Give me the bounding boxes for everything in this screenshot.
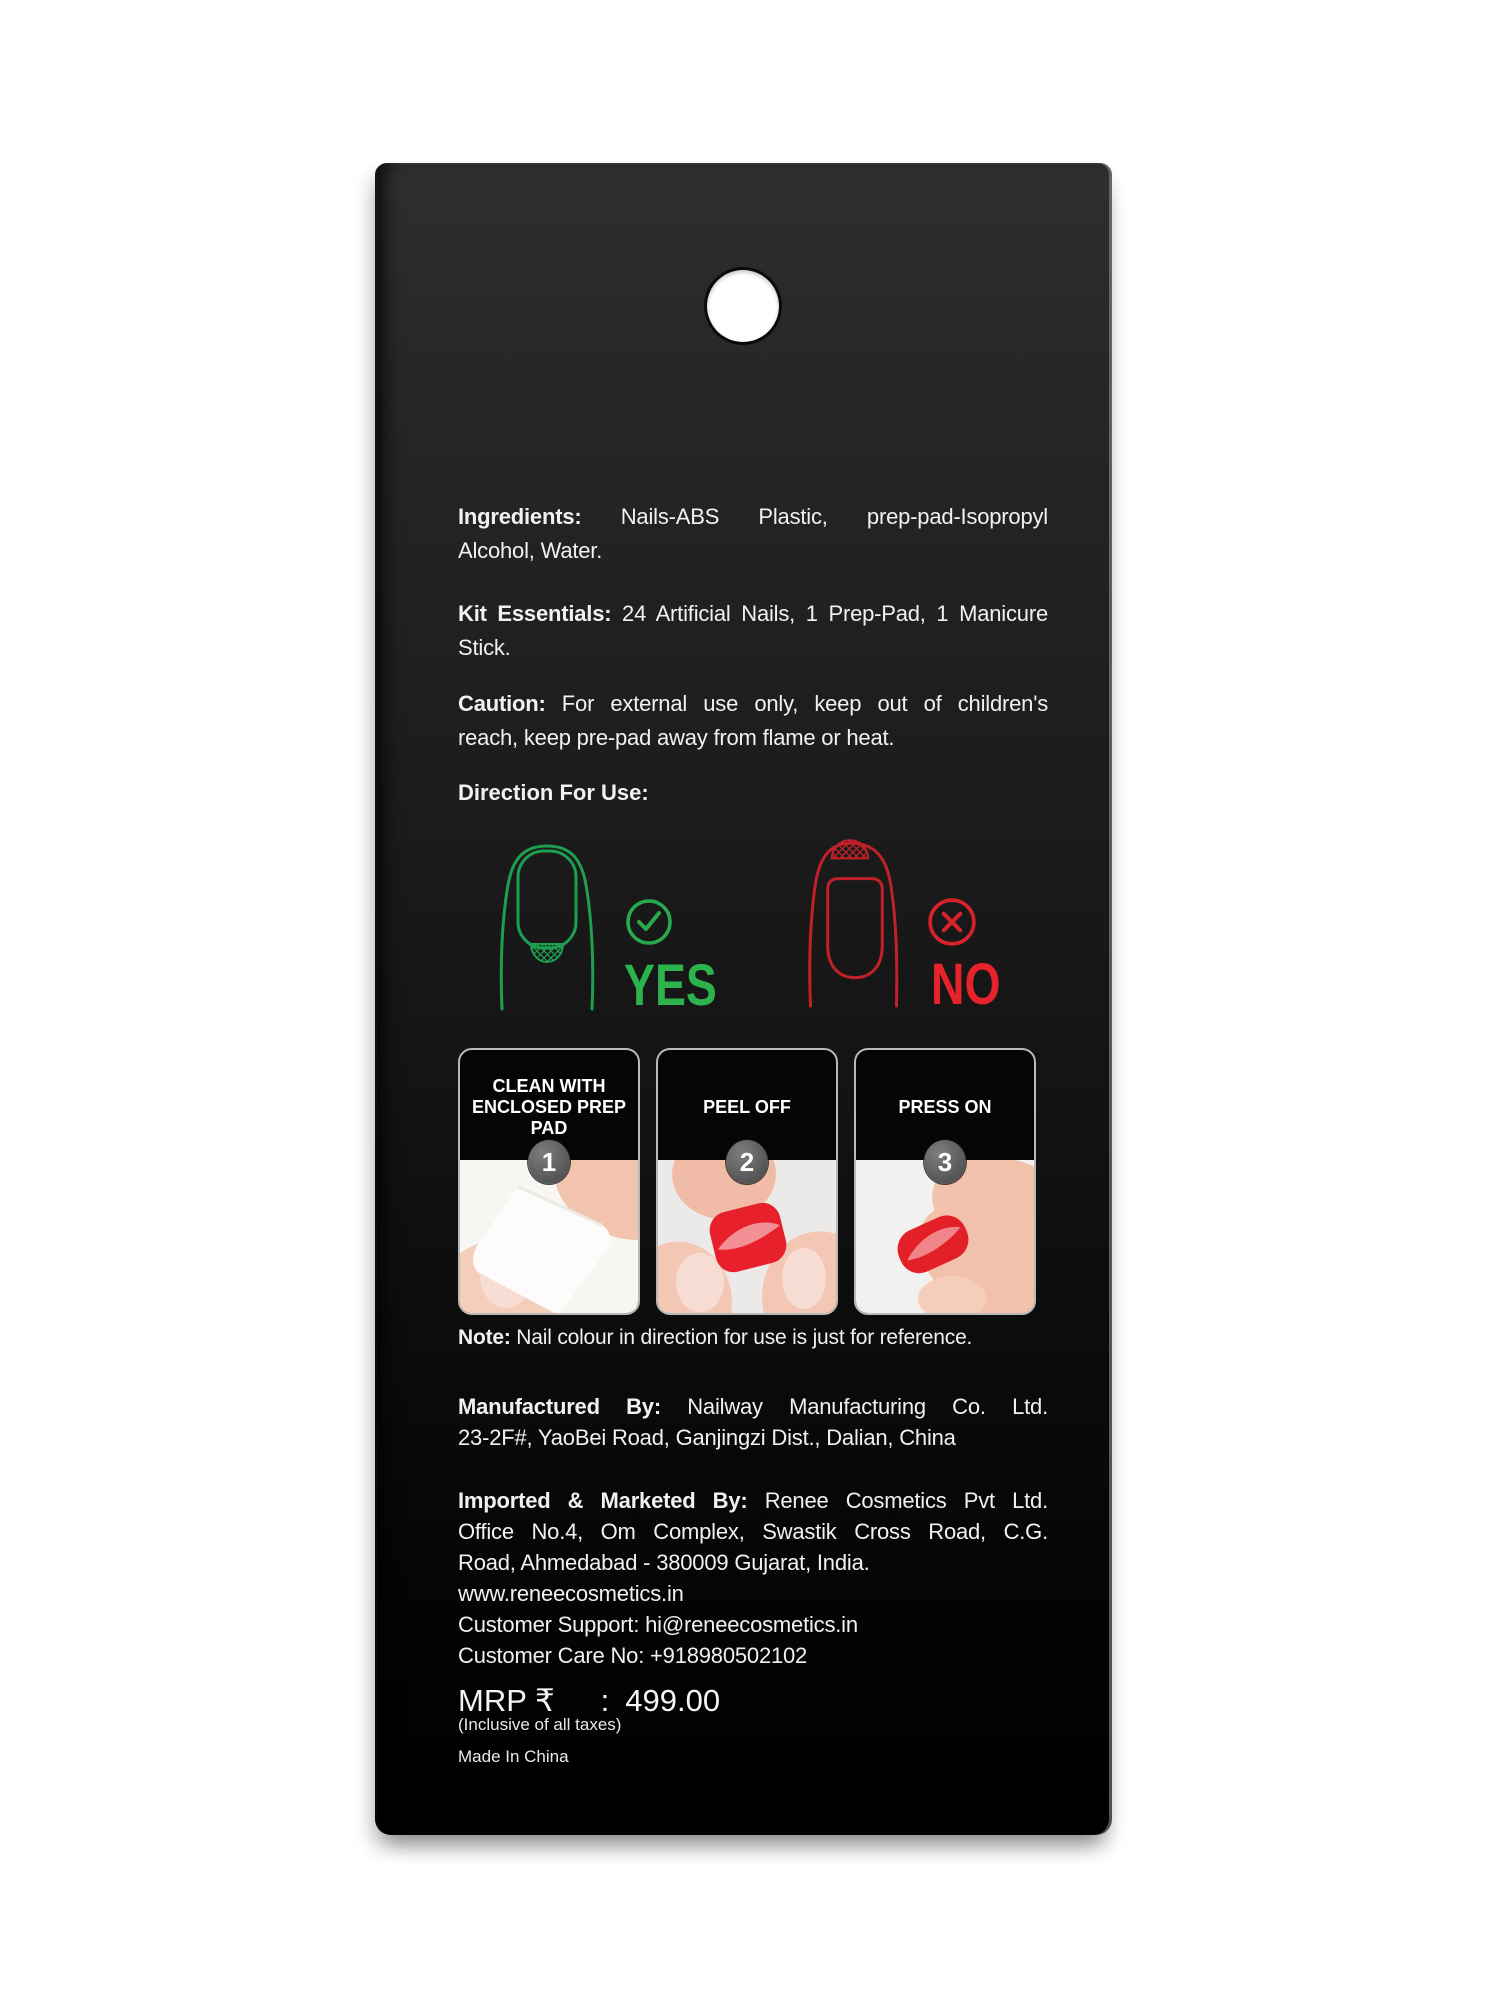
ingredients-text: Nails-ABS Plastic, prep-pad-Isopropyl — [581, 504, 1048, 529]
kit-essentials-heading: Kit Essentials: — [458, 601, 612, 626]
text-line — [458, 1391, 1048, 1422]
caution-paragraph — [458, 687, 1048, 755]
mrp-colon: : — [600, 1683, 610, 1718]
yes-label: YES — [624, 953, 717, 1018]
mrp-row — [458, 1683, 720, 1719]
check-icon — [625, 898, 673, 946]
step-box-3 — [854, 1048, 1036, 1315]
step-box-1 — [458, 1048, 640, 1315]
text-line: Alcohol, Water. — [458, 538, 603, 563]
note-line — [458, 1326, 972, 1350]
importer-address-line: Office No.4, Om Complex, Swastik Cross Road, C.G. — [458, 1519, 1048, 1544]
imported-by-heading: Imported & Marketed By: — [458, 1488, 748, 1513]
text-line: Stick. — [458, 635, 511, 660]
kit-essentials-paragraph — [458, 597, 1048, 665]
step3-number-badge: 3 — [924, 1140, 966, 1184]
direction-heading: Direction For Use: — [458, 780, 649, 805]
step-box-2 — [656, 1048, 838, 1315]
step1-number-badge: 1 — [528, 1140, 570, 1184]
text-line — [458, 597, 1048, 631]
step3-title: PRESS ON — [898, 1096, 992, 1117]
caution-text: For external use only, keep out of children's — [545, 691, 1048, 716]
finger-outline — [501, 846, 593, 1009]
website-url: www.reneecosmetics.in — [458, 1581, 684, 1606]
text-line — [458, 1485, 1048, 1516]
note-heading: Note: — [458, 1326, 511, 1349]
wrong-nail-diagram — [803, 824, 909, 1008]
manufacturer-block — [458, 1391, 1048, 1453]
hang-hole — [707, 270, 779, 342]
text-line: reach, keep pre-pad away from flame or heat. — [458, 725, 895, 750]
manufacturer-address: 23-2F#, YaoBei Road, Ganjingzi Dist., Dalian, China — [458, 1425, 956, 1450]
caution-heading: Caution: — [458, 691, 546, 716]
text-line — [458, 500, 1048, 534]
note-text: Nail colour in direction for use is just for reference. — [510, 1326, 973, 1349]
importer-address-line: Road, Ahmedabad - 380009 Gujarat, India. — [458, 1550, 870, 1575]
nail-outline — [828, 879, 883, 978]
manufacturer-name: Nailway Manufacturing Co. Ltd. — [660, 1394, 1048, 1419]
no-label: NO — [931, 952, 1001, 1017]
mesh-zone — [531, 944, 563, 962]
importer-block — [458, 1485, 1048, 1671]
mrp-value: 499.00 — [625, 1683, 721, 1718]
mrp-label: MRP ₹ — [458, 1683, 555, 1718]
customer-care-line: Customer Care No: +918980502102 — [458, 1643, 808, 1668]
ingredients-paragraph — [458, 500, 1048, 568]
hang-tag-card — [375, 163, 1112, 1835]
manufactured-by-heading: Manufactured By: — [458, 1394, 661, 1419]
cross-icon — [927, 897, 977, 947]
kit-essentials-text: 24 Artificial Nails, 1 Prep-Pad, 1 Manicure — [611, 601, 1048, 626]
tax-note: (Inclusive of all taxes) — [458, 1715, 622, 1734]
customer-support-line: Customer Support: hi@reneecosmetics.in — [458, 1612, 858, 1637]
nail-outline — [518, 851, 576, 948]
importer-name: Renee Cosmetics Pvt Ltd. — [747, 1488, 1049, 1513]
step2-number-badge: 2 — [726, 1140, 768, 1184]
text-line — [458, 687, 1048, 721]
made-in-origin: Made In China — [458, 1747, 569, 1766]
step1-title: CLEAN WITH ENCLOSED PREP PAD — [471, 1075, 627, 1138]
step2-title: PEEL OFF — [703, 1096, 791, 1117]
correct-nail-diagram — [494, 839, 600, 1011]
ingredients-heading: Ingredients: — [458, 504, 582, 529]
